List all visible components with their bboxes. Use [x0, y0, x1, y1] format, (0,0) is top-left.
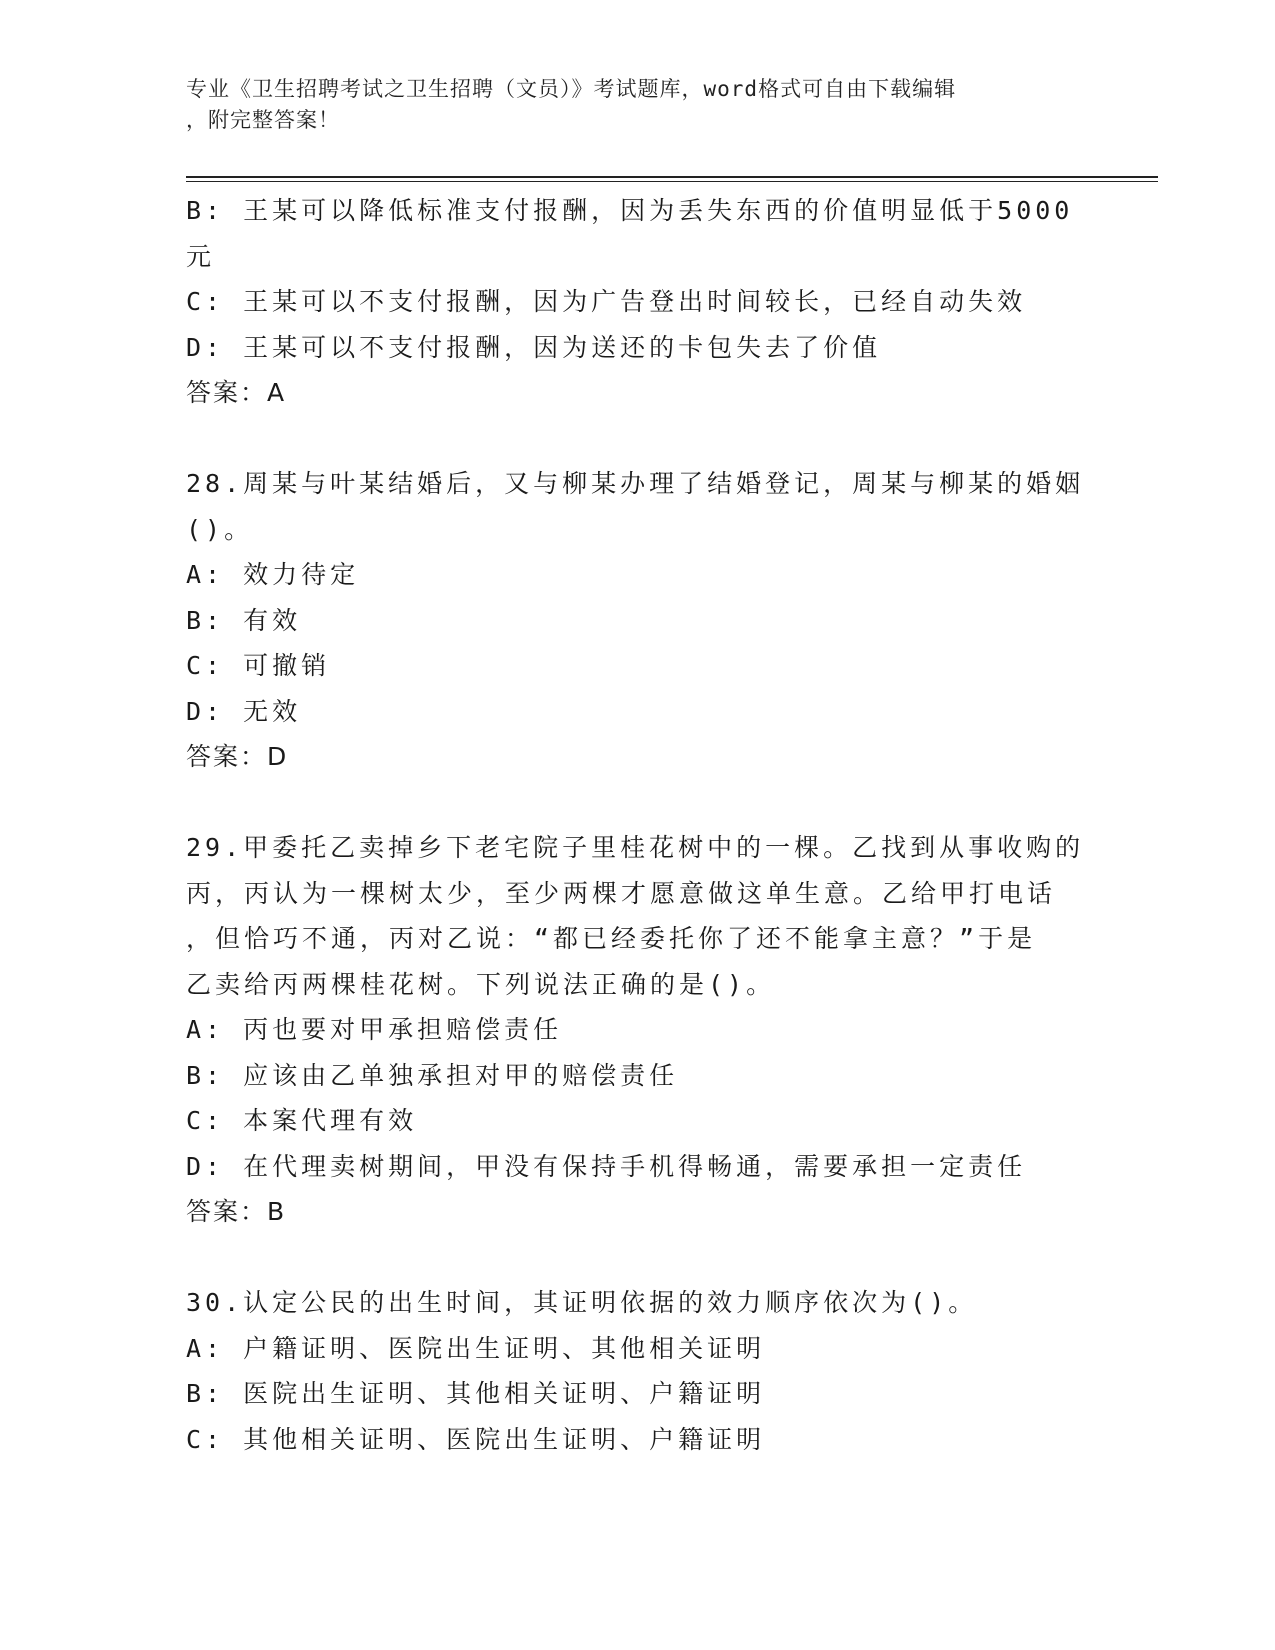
header-title-line-2: ，附完整答案！	[186, 108, 340, 132]
spacer	[186, 416, 1086, 462]
q29-stem-line-1: 29.甲委托乙卖掉乡下老宅院子里桂花树中的一棵。乙找到从事收购的	[186, 833, 1085, 862]
q29-stem-line-2: 丙，丙认为一棵树太少，至少两棵才愿意做这单生意。乙给甲打电话	[186, 878, 1057, 908]
page-header	[186, 74, 1066, 136]
q29-option-c: C: 本案代理有效	[186, 1106, 418, 1135]
q30-option-b: B: 医院出生证明、其他相关证明、户籍证明	[186, 1379, 766, 1408]
q28-option-b: B: 有效	[186, 605, 302, 635]
q28-stem-line-1: 28.周某与叶某结婚后，又与柳某办理了结婚登记，周某与柳某的婚姻	[186, 469, 1085, 498]
q28-stem-line-2: ()。	[186, 514, 254, 544]
q30-option-c: C: 其他相关证明、医院出生证明、户籍证明	[186, 1424, 766, 1454]
q29-stem-line-3: ，但恰巧不通，丙对乙说：“都已经委托你了还不能拿主意？”于是	[186, 924, 1037, 953]
header-divider-thin	[186, 181, 1158, 182]
q27-option-b-line-1: B: 王某可以降低标准支付报酬，因为丢失东西的价值明显低于5000	[186, 196, 1074, 225]
q28-option-c: C: 可撤销	[186, 651, 331, 680]
q30-option-a: A: 户籍证明、医院出生证明、其他相关证明	[186, 1333, 766, 1363]
q28-option-a: A: 效力待定	[186, 560, 360, 589]
q29-option-a: A: 丙也要对甲承担赔偿责任	[186, 1015, 563, 1044]
header-divider-thick	[186, 176, 1158, 178]
question-28	[186, 461, 1086, 780]
q29-option-b: B: 应该由乙单独承担对甲的赔偿责任	[186, 1060, 679, 1090]
q27-option-d: D: 王某可以不支付报酬，因为送还的卡包失去了价值	[186, 332, 882, 362]
spacer	[186, 780, 1086, 826]
spacer	[186, 1235, 1086, 1281]
question-27	[186, 188, 1086, 416]
q27-answer: 答案：A	[186, 378, 287, 407]
q29-stem-line-4: 乙卖给丙两棵桂花树。下列说法正确的是()。	[186, 969, 776, 999]
question-30	[186, 1280, 1086, 1462]
q28-option-d: D: 无效	[186, 696, 302, 726]
question-content	[186, 188, 1086, 1462]
q27-option-b-line-2: 元	[186, 241, 216, 271]
q28-answer: 答案：D	[186, 742, 289, 771]
q27-option-c: C: 王某可以不支付报酬，因为广告登出时间较长，已经自动失效	[186, 287, 1027, 316]
question-29	[186, 825, 1086, 1235]
q30-stem: 30.认定公民的出生时间，其证明依据的效力顺序依次为()。	[186, 1288, 978, 1317]
q29-answer: 答案：B	[186, 1197, 287, 1226]
header-title-line-1: 专业《卫生招聘考试之卫生招聘（文员）》考试题库，word格式可自由下载编辑	[186, 77, 957, 101]
q29-option-d: D: 在代理卖树期间，甲没有保持手机得畅通，需要承担一定责任	[186, 1151, 1027, 1181]
